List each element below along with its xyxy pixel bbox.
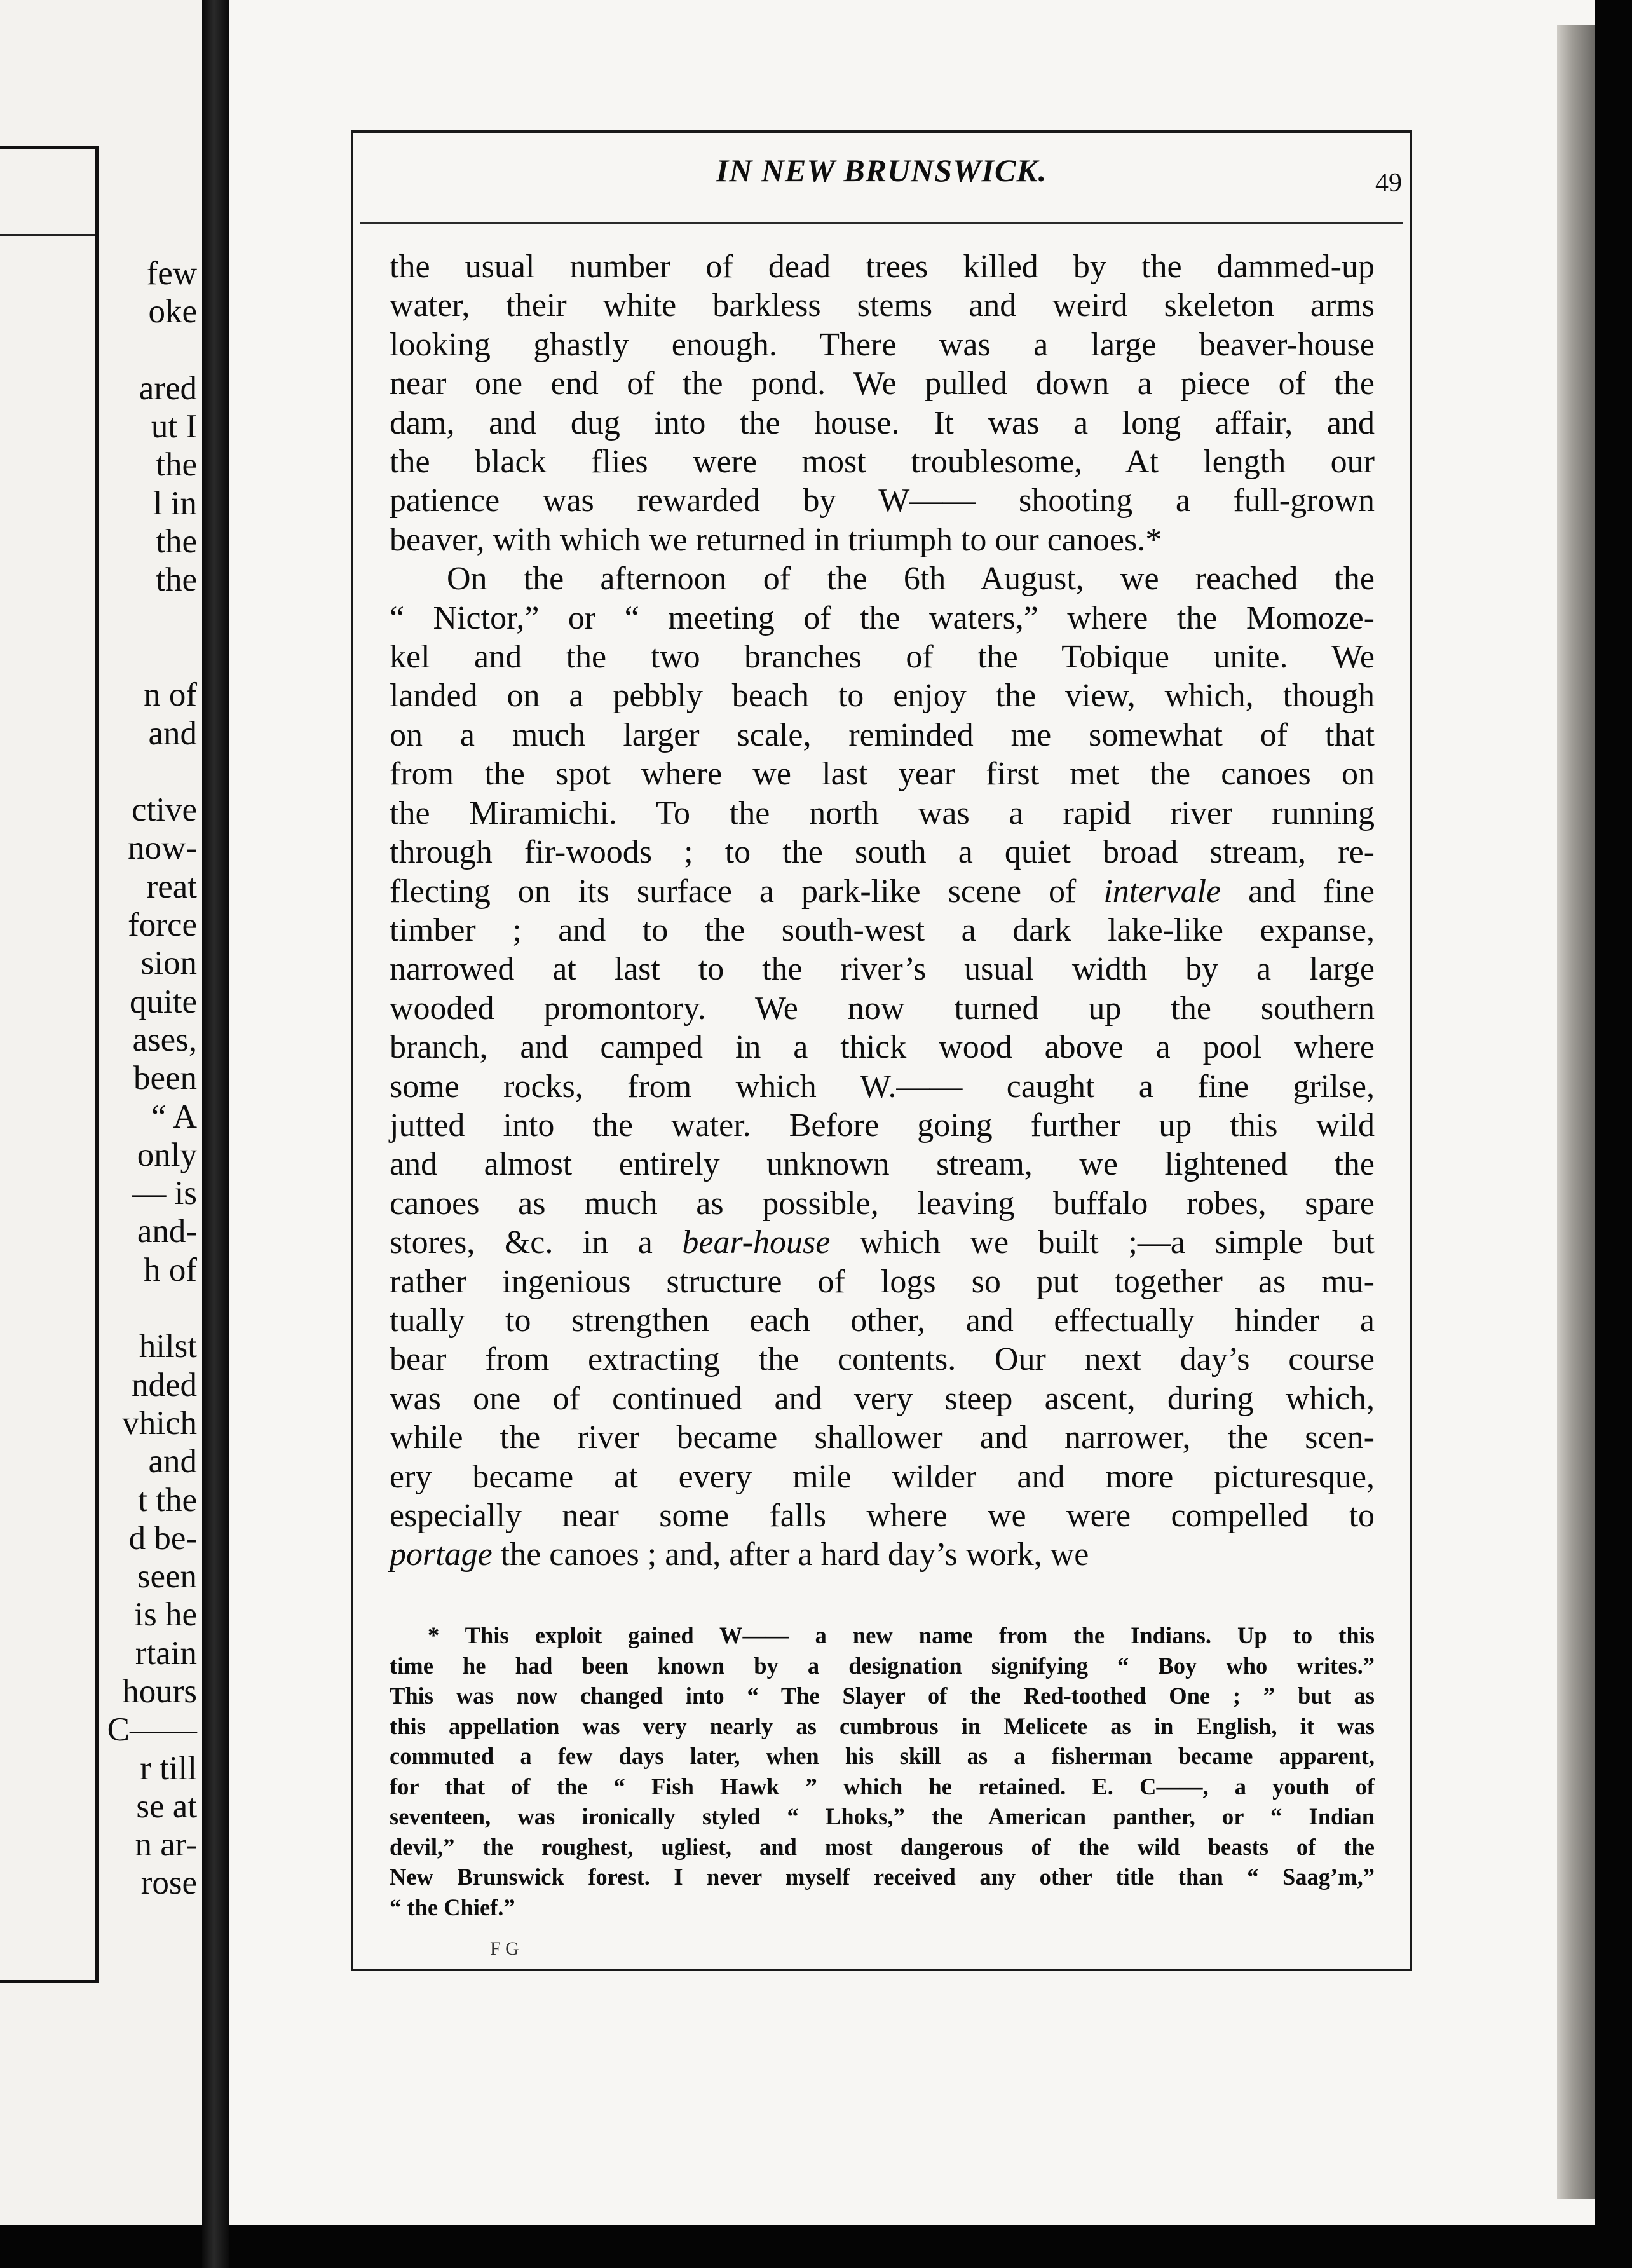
left-page-fragment: been bbox=[133, 1060, 197, 1097]
text-line: jutted into the water. Before going further up this wild bbox=[390, 1107, 1375, 1144]
text-line: tually to strengthen each other, and effectually hinder a bbox=[390, 1302, 1375, 1339]
text-line: especially near some falls where we were compelled to bbox=[390, 1498, 1375, 1534]
left-page-fragment: l in bbox=[153, 484, 197, 522]
left-page-fragment: t the bbox=[138, 1481, 197, 1519]
footnote-line: New Brunswick forest. I never myself received any other title than “ Saag’m,” bbox=[390, 1864, 1375, 1890]
footnote-line: “ the Chief.” bbox=[390, 1894, 515, 1920]
printer-signature-mark: F G bbox=[490, 1938, 519, 1959]
left-page-text-fragments bbox=[107, 254, 197, 1903]
left-page-fragment: force bbox=[128, 906, 197, 944]
left-page-fragment: n ar- bbox=[135, 1826, 197, 1864]
text-line: while the river became shallower and narrower, the scen- bbox=[390, 1419, 1375, 1456]
text-line: from the spot where we last year first met the canoes on bbox=[390, 756, 1375, 793]
left-page-fragment bbox=[107, 331, 197, 369]
left-facing-page bbox=[0, 0, 204, 2225]
left-page-fragment: oke bbox=[148, 293, 197, 331]
text-line: bear from extracting the contents. Our next day’s course bbox=[390, 1341, 1375, 1378]
left-page-fragment: nded bbox=[131, 1366, 197, 1404]
text-line: the black flies were most troublesome, At length our bbox=[390, 444, 1375, 481]
main-text bbox=[390, 247, 1375, 1575]
footnote-line: this appellation was very nearly as cumbrous in Melicete as in English, it was bbox=[390, 1712, 1375, 1739]
left-page-fragment: quite bbox=[130, 983, 197, 1020]
text-line: the Miramichi. To the north was a rapid river running bbox=[390, 795, 1375, 831]
left-page-fragment: rtain bbox=[135, 1634, 197, 1672]
left-page-fragment: C—— bbox=[107, 1711, 197, 1749]
text-line: beaver, with which we returned in triumph to our canoes.* bbox=[390, 521, 1162, 558]
text-line: some rocks, from which W.—— caught a fine grilse, bbox=[390, 1068, 1375, 1105]
left-page-fragment: vhich bbox=[122, 1404, 197, 1442]
left-page-fragment bbox=[107, 638, 197, 676]
running-title: IN NEW BRUNSWICK. bbox=[716, 153, 1047, 188]
left-page-fragment: ut I bbox=[151, 408, 197, 446]
footnote-line: devil,” the roughest, ugliest, and most dangerous of the wild beasts of the bbox=[390, 1833, 1375, 1860]
book-page bbox=[229, 0, 1595, 2225]
left-page-fragment: rose bbox=[140, 1864, 197, 1902]
text-frame bbox=[351, 130, 1412, 1971]
text-line: was one of continued and very steep ascent, during which, bbox=[390, 1380, 1375, 1417]
left-page-fragment: seen bbox=[137, 1558, 197, 1595]
text-line: branch, and camped in a thick wood above a pool where bbox=[390, 1029, 1375, 1066]
text-line: kel and the two branches of the Tobique unite. We bbox=[390, 639, 1375, 676]
text-line: flecting on its surface a park-like scene of intervale and fine bbox=[390, 873, 1375, 910]
left-page-fragment: reat bbox=[146, 868, 197, 905]
left-page-fragment: is he bbox=[134, 1596, 197, 1634]
text-line: timber ; and to the south-west a dark lake-like expanse, bbox=[390, 912, 1375, 948]
left-page-fragment: sion bbox=[140, 945, 197, 982]
footnote-line: This was now changed into “ The Slayer of the Red-toothed One ; ” but as bbox=[390, 1683, 1375, 1709]
text-line: and almost entirely unknown stream, we lightened the bbox=[390, 1146, 1375, 1183]
text-line: water, their white barkless stems and weird skeleton arms bbox=[390, 287, 1375, 324]
page-number: 49 bbox=[1375, 168, 1402, 198]
text-line: wooded promontory. We now turned up the southern bbox=[390, 990, 1375, 1027]
text-line: stores, &c. in a bear-house which we built ;—a simple but bbox=[390, 1224, 1375, 1261]
left-page-fragment: d be- bbox=[128, 1519, 197, 1557]
left-page-fragment: now- bbox=[128, 830, 197, 867]
text-line: on a much larger scale, reminded me somewhat of that bbox=[390, 716, 1375, 753]
left-page-fragment: se at bbox=[136, 1787, 197, 1825]
text-line: ery became at every mile wilder and more picturesque, bbox=[390, 1458, 1375, 1495]
left-page-header-rule bbox=[0, 234, 95, 236]
text-line: canoes as much as possible, leaving buffalo robes, spare bbox=[390, 1185, 1375, 1222]
footnote-line: time he had been known by a designation signifying “ Boy who writes.” bbox=[390, 1652, 1375, 1679]
text-line: narrowed at last to the river’s usual width by a large bbox=[390, 951, 1375, 988]
text-line: rather ingenious structure of logs so put together as mu- bbox=[390, 1263, 1375, 1300]
left-page-fragment: h of bbox=[144, 1251, 197, 1288]
left-page-fragment: r till bbox=[140, 1749, 197, 1787]
page-edge-shadow bbox=[1557, 25, 1595, 2199]
text-line: dam, and dug into the house. It was a long affair, and bbox=[390, 404, 1375, 441]
text-line: On the afternoon of the 6th August, we reached the bbox=[447, 561, 1375, 598]
left-page-fragment: only bbox=[137, 1136, 197, 1173]
footnote bbox=[390, 1620, 1375, 1922]
left-page-fragment: — is bbox=[132, 1175, 197, 1212]
left-page-fragment: few bbox=[146, 255, 197, 292]
left-page-fragment: and bbox=[148, 1443, 197, 1480]
header-rule bbox=[360, 222, 1403, 224]
left-page-fragment bbox=[107, 753, 197, 791]
text-line: near one end of the pond. We pulled down a piece of the bbox=[390, 365, 1375, 402]
left-page-fragment: and- bbox=[137, 1213, 197, 1250]
text-line: patience was rewarded by W—— shooting a full-grown bbox=[390, 482, 1375, 519]
text-line: portage the canoes ; and, after a hard day’s work, we bbox=[390, 1536, 1089, 1573]
left-page-fragment bbox=[107, 599, 197, 638]
left-page-frame bbox=[0, 146, 99, 1983]
footnote-line: seventeen, was ironically styled “ Lhoks,” the American panther, or “ Indian bbox=[390, 1803, 1375, 1829]
footnote-line: commuted a few days later, when his skill as a fisherman became apparent, bbox=[390, 1743, 1375, 1769]
left-page-fragment: n of bbox=[144, 676, 197, 714]
left-page-fragment: hilst bbox=[139, 1328, 197, 1365]
book-gutter bbox=[202, 0, 229, 2268]
footnote-line: * This exploit gained W—— a new name from the Indians. Up to this bbox=[428, 1622, 1375, 1648]
left-page-fragment bbox=[107, 1289, 197, 1327]
text-line: looking ghastly enough. There was a large beaver-house bbox=[390, 326, 1375, 363]
left-page-fragment: and bbox=[148, 714, 197, 752]
footnote-line: for that of the “ Fish Hawk ” which he retained. E. C——, a youth of bbox=[390, 1773, 1375, 1800]
left-page-fragment: ared bbox=[139, 369, 197, 407]
text-line: landed on a pebbly beach to enjoy the view, which, though bbox=[390, 678, 1375, 714]
left-page-fragment: the bbox=[156, 446, 197, 484]
left-page-fragment: the bbox=[156, 561, 197, 599]
left-page-fragment: hours bbox=[122, 1672, 197, 1710]
text-line: “ Nictor,” or “ meeting of the waters,” where the Momoze- bbox=[390, 599, 1375, 636]
left-page-fragment: ases, bbox=[132, 1021, 197, 1058]
left-page-fragment: the bbox=[156, 523, 197, 561]
left-page-fragment: “ A bbox=[151, 1098, 197, 1135]
left-page-fragment: ctive bbox=[132, 791, 197, 829]
text-line: the usual number of dead trees killed by the dammed-up bbox=[390, 249, 1375, 285]
text-line: through fir-woods ; to the south a quiet broad stream, re- bbox=[390, 834, 1375, 871]
